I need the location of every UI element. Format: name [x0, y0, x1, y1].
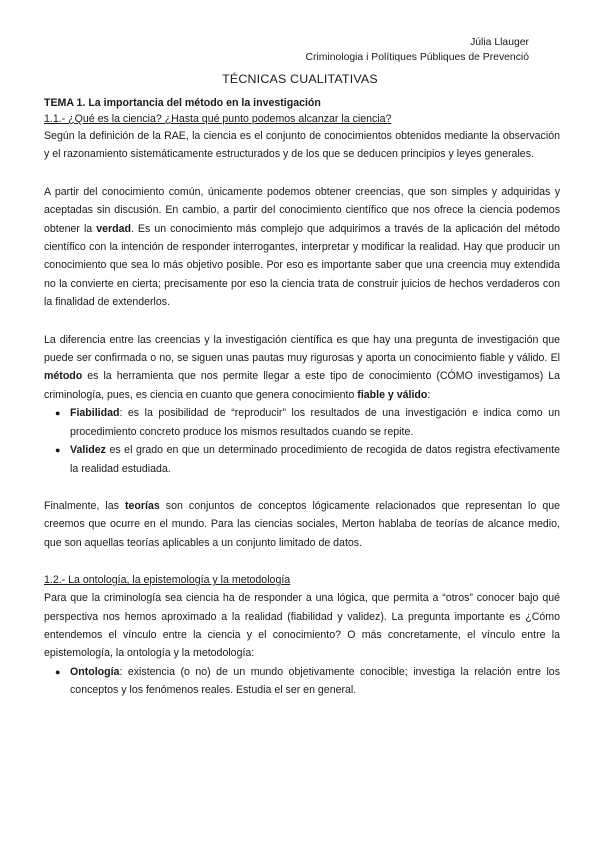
section-2-heading: 1.2.- La ontología, la epistemología y la metodología: [44, 574, 291, 587]
text-run: La diferencia entre las creencias y la investigación científica es que hay una pregunta de investigación que puede ser confirmada o no, se siguen unas pautas muy rigurosas y aporta un conocimiento fiable y válido. El: [44, 333, 560, 365]
list-item: [44, 441, 560, 478]
list-item: [44, 663, 560, 700]
bullet-term: Validez: [70, 444, 106, 457]
bold-term-metodo: método: [44, 370, 83, 383]
section-1-paragraph-3: [44, 331, 560, 405]
bullet-term: Fiabilidad: [70, 407, 120, 420]
bullet-text: : es la posibilidad de “reproducir” los resultados de una investigación e indica como un procedimiento concreto produce los mismos resultados cuando se repite.: [70, 407, 560, 438]
text-run: :: [427, 388, 431, 401]
text-run: son conjuntos de conceptos lógicamente relacionados que representan lo que creemos que ocurre en el mundo. Para las ciencias sociales, Merton hablaba de teorías de alcance medio, que son aquellas teorías aplicables a un conjunto limitado de datos.: [44, 499, 561, 549]
bold-term-fiable-valido: fiable y válido: [357, 388, 428, 401]
bullet-icon: ●: [55, 445, 61, 456]
bullet-text: es el grado en que un determinado procedimiento de recogida de datos registra efectivamente la realidad estudiada.: [70, 444, 560, 475]
text-run: es la herramienta que nos permite llegar a este tipo de conocimiento (CÓMO investigamos) La criminología, pues, es ciencia en cuanto que genera conocimiento: [44, 370, 560, 401]
list-item: [44, 404, 560, 441]
bold-term-verdad: verdad: [96, 222, 131, 235]
bullet-text: : existencia (o no) de un mundo objetivamente conocible; investiga la relación entre los conceptos y los fenómenos reales. Estudia el ser en general.: [70, 665, 560, 697]
paragraph-gap: [44, 164, 560, 183]
section-1-paragraph-1: Según la definición de la RAE, la ciencia es el conjunto de conocimientos obtenidos mediante la observación y el razonamiento sistemáticamente estructurados y de los que se deducen principios y leyes generales.: [44, 130, 560, 161]
text-run: A partir del conocimiento común, únicamente podemos obtener creencias, que son simples y adquiridas y aceptadas sin discusión. En cambio, a partir del conocimiento científico que nos ofrece la ciencia podemos obtener la: [44, 185, 560, 235]
section-2-paragraph-1: Para que la criminología sea ciencia ha de responder a una lógica, que permita a “otros” conocer bajo qué perspectiva nos hemos aproximado a la realidad (fiabilidad y validez). La pregunta importante es ¿Cómo entendemos el vínculo entre la ciencia y el conocimiento? O más concretamente, el vínculo entre la epistemología, la ontología y la metodología:: [44, 592, 560, 660]
paragraph-gap: [44, 312, 560, 331]
bold-term-teorias: teorías: [124, 499, 160, 512]
course-name: Criminologia i Polítiques Públiques de Prevenció: [305, 52, 529, 63]
page-header: [305, 35, 529, 65]
author-name: Júlia Llauger: [470, 37, 529, 48]
paragraph-gap: [44, 478, 560, 497]
section-1-bullet-list: [44, 404, 560, 478]
bullet-term: Ontología: [70, 665, 120, 678]
bullet-icon: ●: [55, 408, 61, 419]
document-body: [44, 95, 560, 700]
section-2-bullet-list: [44, 663, 560, 700]
topic-heading: TEMA 1. La importancia del método en la investigación: [44, 97, 321, 109]
paragraph-gap: [44, 552, 560, 571]
section-1-heading: 1.1.- ¿Qué es la ciencia? ¿Hasta qué punto podemos alcanzar la ciencia?: [44, 113, 392, 125]
section-1-paragraph-2: [44, 183, 560, 312]
document-title: TÉCNICAS CUALITATIVAS: [222, 72, 378, 86]
bullet-icon: ●: [55, 666, 61, 677]
text-run: Finalmente, las: [44, 499, 125, 512]
text-run: . Es un conocimiento más complejo que adquirimos a través de la aplicación del método científico con la intención de responder interrogantes, interpretar y modificar la realidad. Hay que producir un conocimiento que sea lo más objetivo posible. Por eso es importante saber que una creencia muy extendida no la convierte en cierta; precisamente por eso la ciencia trata de construir juicios de hechos verdaderos con la finalidad de extenderlos.: [44, 222, 561, 309]
section-1-paragraph-4: [44, 497, 560, 552]
